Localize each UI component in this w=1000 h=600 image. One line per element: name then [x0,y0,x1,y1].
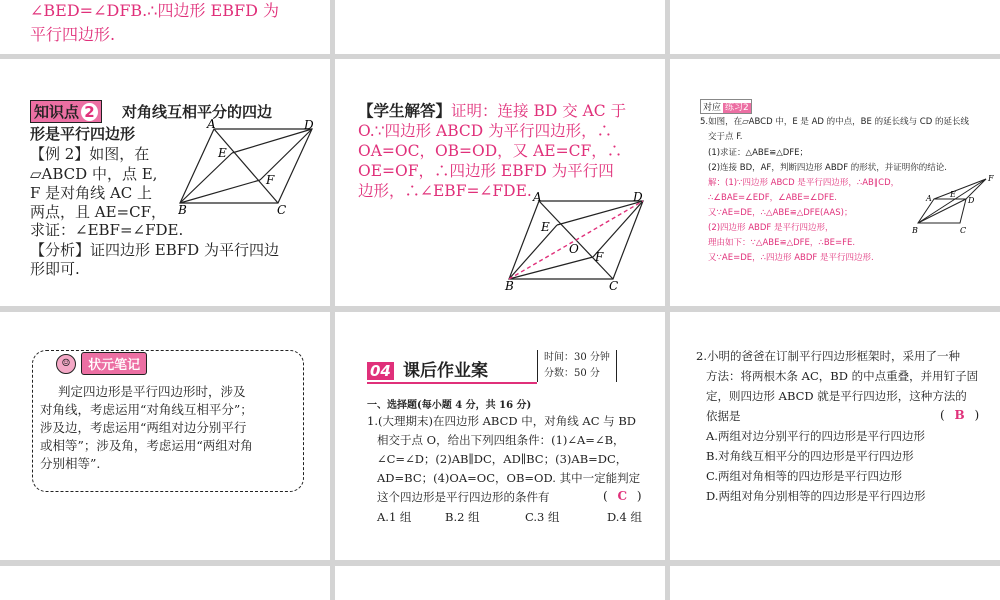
label-c: C [277,203,287,215]
answer-line: OA=OC，OB=OD，又 AE=CF，∴ [358,142,623,160]
notes-line: 或相等”；涉及角，考虑运用“两组对角 [40,438,253,453]
answer-heading: 【学生解答】 [358,101,452,120]
label-f: F [266,173,275,187]
label-o: O [569,242,579,256]
panel-blank [335,566,665,600]
panel-study-notes [0,312,330,560]
option-b: B.2 组 [445,510,480,524]
question-line: ∠C=∠D；(2)AB∥DC，AD∥BC；(3)AB=DC， [377,452,628,466]
solution-line: 又∵AE=DE，∴△ABE≌△DFE(AAS)； [708,208,853,218]
answer-text: 证明：连接 BD 交 AC 于 [451,102,627,120]
option-c: C.两组对角相等的四边形是平行四边形 [706,469,903,483]
notes-line: 涉及边，考虑运用“两组对边分别平行 [40,420,247,435]
answer-line: O.∵四边形 ABCD 为平行四边形，∴ [358,122,613,140]
panel-homework [335,312,665,560]
label-b: B [912,226,918,235]
knowledge-badge [30,100,102,123]
label-b: B [178,203,187,215]
solution-line: 理由如下：∵△ABE≌△DFE，∴BE=FE. [708,238,856,248]
face-icon: ☺ [56,354,76,374]
panel-question-2 [670,312,1000,560]
question-line: AD=BC；(4)OA=OC，OB=OD. 其中一定能判定 [377,471,641,485]
parallelogram-figure [178,119,324,215]
notes-title-tag [52,352,151,375]
label-a: A [207,119,216,131]
paren-right: ) [636,489,642,503]
question-line: 这个四边形是平行四边形的条件有 [377,490,550,504]
notes-line: 对角线，考虑运用“对角线互相平分”； [40,402,253,417]
practice-tag [700,99,752,114]
time-limit: 时间：30 分钟 [544,352,610,363]
parallelogram-figure [912,171,998,241]
notes-line: 判定四边形是平行四边形时，涉及 [58,384,246,399]
question-line: 方法：将两根木条 AC，BD 的中点重叠，并用钉子固 [706,369,979,383]
answer-bracket [940,408,979,422]
question-line: 1.(大理期末)在四边形 ABCD 中，对角线 AC 与 BD [367,414,636,428]
paren-left: ( [603,489,608,503]
option-d: D.两组对角分别相等的四边形是平行四边形 [706,489,926,503]
solution-line: 又∵AE=DE，∴四边形 ABDF 是平行四边形. [708,253,874,263]
answer-choice: B [954,408,965,422]
section-number: 04 [367,362,394,380]
question-line: 5.如图，在▱ABCD 中，E 是 AD 的中点，BE 的延长线与 CD 的延长线 [700,117,969,127]
tag-number: 练习2 [725,103,749,113]
time-score-box [537,350,617,382]
paren-right: ) [974,408,980,422]
solution-line: (2)四边形 ABDF 是平行四边形， [708,223,834,233]
question-line: 交于点 F. [708,132,743,142]
example-line: F 是对角线 AC 上 [30,184,153,202]
label-d: D [633,191,643,204]
label-c: C [960,226,967,235]
panel-blank [670,566,1000,600]
question-line: 相交于点 O，给出下列四组条件：(1)∠A=∠B， [377,433,625,447]
solution-line: 解：(1)∵四边形 ABCD 是平行四边形，∴AB∥CD， [708,178,900,188]
label-f: F [595,250,604,264]
answer-line [358,99,626,121]
notes-title: 状元笔记 [81,352,147,375]
badge-label: 知识点 [34,103,80,121]
panel-blank [0,566,330,600]
panel-blank [670,0,1000,54]
score-total: 分数：50 分 [544,368,600,379]
solution-line: ∴∠BAE=∠EDF，∠ABE=∠DFE. [708,193,837,203]
answer-choice: C [617,489,628,503]
option-a: A.两组对边分别平行的四边形是平行四边形 [706,429,925,443]
example-line: ▱ABCD 中，点 E, [30,165,158,183]
label-c: C [609,279,619,291]
panel-student-answer [335,59,665,306]
text-line: 平行四边形. [30,25,116,44]
label-a: A [926,194,932,203]
question-line: (2)连接 BD，AF，判断四边形 ABDF 的形状，并证明你的结论. [708,163,948,173]
label-e: E [950,190,956,199]
option-c: C.3 组 [525,510,560,524]
section-heading: 一、选择题(每小题 4 分，共 16 分) [367,400,532,411]
panel-practice-5 [670,59,1000,306]
answer-line: OE=OF，∴四边形 EBFD 为平行四 [358,162,614,180]
panel-blank [335,0,665,54]
paren-left: ( [940,408,945,422]
homework-header [367,356,537,384]
example-line: 两点，且 AE=CF， [30,203,167,221]
label-d: D [304,119,314,132]
label-d: D [968,196,975,205]
option-a: A.1 组 [377,510,412,524]
example-line: 【例 2】如图，在 [30,145,150,163]
label-f: F [988,174,994,183]
question-line: 依据是 [706,409,741,423]
parallelogram-figure [503,191,663,291]
analysis-line: 形即可. [30,260,80,278]
option-b: B.对角线互相平分的四边形是平行四边形 [706,449,914,463]
section-title: 对角线互相平分的四边 [122,103,273,121]
example-line: 求证：∠EBF=∠FDE. [30,221,184,239]
answer-bracket [603,489,642,503]
answer-line: 边形，∴∠EBF=∠FDE. [358,182,532,200]
homework-title: 课后作业案 [402,361,488,381]
option-d: D.4 组 [607,510,642,524]
panel-prev-solution [0,0,330,54]
text-line: ∠BED=∠DFB.∴四边形 EBFD 为 [30,1,279,20]
label-b: B [505,279,514,291]
label-a: A [533,191,542,204]
label-e: E [218,146,227,160]
question-line: 定，则四边形 ABCD 就是平行四边形，这种方法的 [706,389,967,403]
tag-label: 对应 [703,103,722,113]
badge-number: 2 [81,103,98,121]
label-e: E [541,220,550,234]
panel-knowledge-point [0,59,330,306]
analysis-line: 【分析】证四边形 EBFD 为平行四边 [30,241,279,259]
question-line: (1)求证：△ABE≌△DFE； [708,148,809,158]
question-line: 2.小明的爸爸在订制平行四边形框架时，采用了一种 [696,349,960,363]
section-title: 形是平行四边形 [30,125,136,143]
notes-line: 分别相等”. [40,456,101,471]
